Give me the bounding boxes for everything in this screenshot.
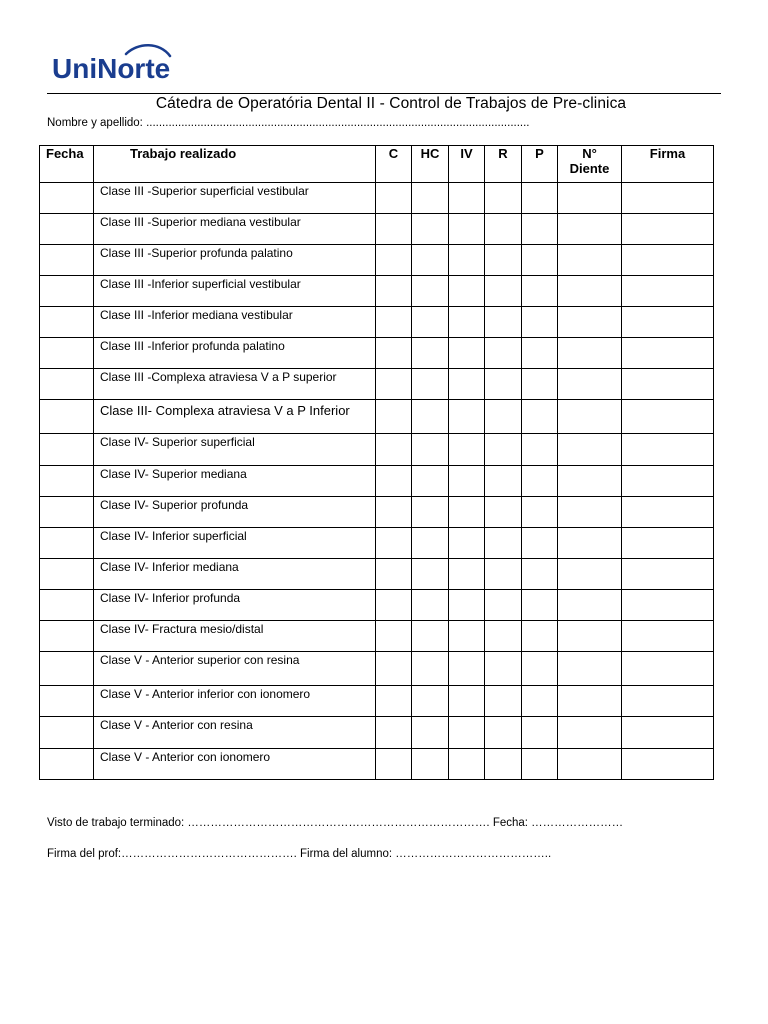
table-row [40,528,714,559]
table-body [40,183,714,780]
cell-diente[interactable] [558,183,622,214]
table-row [40,686,714,717]
cell-diente[interactable] [558,749,622,780]
cell-iv[interactable] [449,497,485,528]
cell-c[interactable] [376,466,412,497]
table-row [40,214,714,245]
cell-p[interactable] [522,652,558,686]
cell-diente[interactable] [558,400,622,434]
cell-diente[interactable] [558,652,622,686]
cell-c[interactable] [376,497,412,528]
cell-diente[interactable] [558,307,622,338]
cell-diente[interactable] [558,214,622,245]
cell-fecha[interactable] [40,434,94,466]
cell-hc[interactable] [412,749,449,780]
cell-diente[interactable] [558,434,622,466]
cell-p[interactable] [522,214,558,245]
cell-hc[interactable] [412,338,449,369]
cell-trabajo: Clase III -Inferior profunda palatino [94,338,376,369]
cell-firma[interactable] [622,652,714,686]
cell-iv[interactable] [449,307,485,338]
cell-r[interactable] [485,434,522,466]
cell-hc[interactable] [412,717,449,749]
cell-hc[interactable] [412,276,449,307]
cell-fecha[interactable] [40,338,94,369]
cell-iv[interactable] [449,559,485,590]
cell-r[interactable] [485,338,522,369]
cell-r[interactable] [485,749,522,780]
cell-c[interactable] [376,621,412,652]
cell-firma[interactable] [622,621,714,652]
cell-hc[interactable] [412,590,449,621]
cell-iv[interactable] [449,528,485,559]
cell-fecha[interactable] [40,621,94,652]
table-row [40,497,714,528]
cell-trabajo: Clase III -Complexa atraviesa V a P superior [94,369,376,400]
cell-fecha[interactable] [40,652,94,686]
cell-p[interactable] [522,590,558,621]
cell-fecha[interactable] [40,749,94,780]
cell-c[interactable] [376,590,412,621]
cell-c[interactable] [376,276,412,307]
cell-r[interactable] [485,559,522,590]
cell-fecha[interactable] [40,717,94,749]
cell-p[interactable] [522,749,558,780]
cell-firma[interactable] [622,369,714,400]
cell-trabajo: Clase IV- Inferior profunda [94,590,376,621]
cell-diente[interactable] [558,466,622,497]
table-row [40,621,714,652]
cell-fecha[interactable] [40,245,94,276]
cell-diente[interactable] [558,559,622,590]
cell-iv[interactable] [449,183,485,214]
col-diente-line2: Diente [569,161,610,176]
col-fecha: Fecha [40,146,94,183]
cell-trabajo: Clase III -Inferior superficial vestibular [94,276,376,307]
cell-p[interactable] [522,245,558,276]
cell-p[interactable] [522,497,558,528]
cell-r[interactable] [485,686,522,717]
cell-r[interactable] [485,245,522,276]
cell-iv[interactable] [449,652,485,686]
cell-trabajo: Clase III -Superior profunda palatino [94,245,376,276]
cell-firma[interactable] [622,434,714,466]
cell-r[interactable] [485,276,522,307]
svg-text:UniNorte: UniNorte [52,53,171,82]
cell-trabajo: Clase III -Inferior mediana vestibular [94,307,376,338]
firmas-line: Firma del prof:………………………………………. Firma del alumno: ………………………………….. [47,848,552,860]
header-rule [47,93,721,94]
col-firma: Firma [622,146,714,183]
cell-hc[interactable] [412,400,449,434]
cell-iv[interactable] [449,369,485,400]
cell-c[interactable] [376,749,412,780]
page-title-text: Cátedra de Operatória Dental II - Control de Trabajos de Pre-clinica [155,95,627,112]
cell-firma[interactable] [622,466,714,497]
cell-r[interactable] [485,183,522,214]
cell-firma[interactable] [622,749,714,780]
cell-r[interactable] [485,528,522,559]
cell-p[interactable] [522,183,558,214]
cell-c[interactable] [376,369,412,400]
cell-hc[interactable] [412,559,449,590]
cell-fecha[interactable] [40,497,94,528]
cell-firma[interactable] [622,559,714,590]
cell-firma[interactable] [622,528,714,559]
cell-r[interactable] [485,497,522,528]
cell-fecha[interactable] [40,559,94,590]
cell-diente[interactable] [558,717,622,749]
cell-diente[interactable] [558,686,622,717]
table-row [40,559,714,590]
cell-p[interactable] [522,466,558,497]
cell-r[interactable] [485,400,522,434]
col-hc: HC [412,146,449,183]
cell-p[interactable] [522,338,558,369]
cell-diente[interactable] [558,528,622,559]
cell-trabajo: Clase III -Superior mediana vestibular [94,214,376,245]
cell-r[interactable] [485,621,522,652]
cell-fecha[interactable] [40,400,94,434]
cell-iv[interactable] [449,621,485,652]
cell-r[interactable] [485,717,522,749]
col-p: P [522,146,558,183]
cell-iv[interactable] [449,338,485,369]
cell-r[interactable] [485,466,522,497]
cell-iv[interactable] [449,434,485,466]
cell-p[interactable] [522,717,558,749]
cell-trabajo: Clase V - Anterior con resina [94,717,376,749]
cell-c[interactable] [376,307,412,338]
cell-trabajo: Clase V - Anterior con ionomero [94,749,376,780]
cell-diente[interactable] [558,497,622,528]
cell-fecha[interactable] [40,307,94,338]
cell-r[interactable] [485,369,522,400]
cell-p[interactable] [522,369,558,400]
cell-hc[interactable] [412,307,449,338]
cell-trabajo: Clase V - Anterior superior con resina [94,652,376,686]
cell-firma[interactable] [622,307,714,338]
cell-trabajo: Clase III -Superior superficial vestibular [94,183,376,214]
cell-fecha[interactable] [40,528,94,559]
work-control-table [39,145,714,780]
cell-r[interactable] [485,214,522,245]
table-row [40,276,714,307]
cell-iv[interactable] [449,717,485,749]
cell-hc[interactable] [412,466,449,497]
col-iv: IV [449,146,485,183]
cell-p[interactable] [522,276,558,307]
cell-iv[interactable] [449,590,485,621]
cell-trabajo: Clase IV- Superior mediana [94,466,376,497]
cell-iv[interactable] [449,466,485,497]
cell-trabajo: Clase IV- Superior profunda [94,497,376,528]
cell-diente[interactable] [558,590,622,621]
cell-c[interactable] [376,686,412,717]
col-trabajo: Trabajo realizado [94,146,376,183]
table-row [40,369,714,400]
cell-firma[interactable] [622,214,714,245]
cell-trabajo: Clase V - Anterior inferior con ionomero [94,686,376,717]
cell-firma[interactable] [622,686,714,717]
cell-r[interactable] [485,652,522,686]
cell-firma[interactable] [622,590,714,621]
cell-fecha[interactable] [40,183,94,214]
cell-iv[interactable] [449,400,485,434]
cell-firma[interactable] [622,717,714,749]
cell-iv[interactable] [449,276,485,307]
cell-trabajo: Clase IV- Inferior mediana [94,559,376,590]
cell-diente[interactable] [558,621,622,652]
table-row [40,434,714,466]
cell-p[interactable] [522,528,558,559]
table-row [40,245,714,276]
table-row [40,652,714,686]
col-diente-line1: N° [582,146,597,161]
cell-firma[interactable] [622,183,714,214]
cell-c[interactable] [376,245,412,276]
page-title [0,95,768,113]
cell-p[interactable] [522,400,558,434]
cell-c[interactable] [376,400,412,434]
cell-iv[interactable] [449,245,485,276]
cell-c[interactable] [376,652,412,686]
cell-c[interactable] [376,528,412,559]
cell-trabajo: Clase IV- Inferior superficial [94,528,376,559]
cell-c[interactable] [376,183,412,214]
uninorte-logo-mark [52,42,192,82]
cell-c[interactable] [376,214,412,245]
cell-iv[interactable] [449,686,485,717]
col-diente [558,146,622,183]
cell-p[interactable] [522,434,558,466]
table-row [40,717,714,749]
cell-diente[interactable] [558,369,622,400]
cell-trabajo: Clase IV- Fractura mesio/distal [94,621,376,652]
cell-iv[interactable] [449,749,485,780]
cell-hc[interactable] [412,245,449,276]
cell-hc[interactable] [412,369,449,400]
cell-p[interactable] [522,559,558,590]
cell-hc[interactable] [412,497,449,528]
cell-hc[interactable] [412,652,449,686]
cell-p[interactable] [522,307,558,338]
cell-trabajo: Clase III- Complexa atraviesa V a P Inferior [94,400,376,434]
cell-firma[interactable] [622,497,714,528]
cell-c[interactable] [376,717,412,749]
table-row [40,400,714,434]
uninorte-logo [52,42,192,82]
cell-fecha[interactable] [40,466,94,497]
cell-p[interactable] [522,686,558,717]
cell-r[interactable] [485,590,522,621]
cell-fecha[interactable] [40,590,94,621]
table-row [40,590,714,621]
cell-hc[interactable] [412,214,449,245]
table-row [40,466,714,497]
cell-diente[interactable] [558,245,622,276]
cell-fecha[interactable] [40,369,94,400]
table-row [40,307,714,338]
cell-p[interactable] [522,621,558,652]
cell-hc[interactable] [412,183,449,214]
cell-firma[interactable] [622,276,714,307]
cell-c[interactable] [376,338,412,369]
cell-c[interactable] [376,434,412,466]
student-name-field: Nombre y apellido: ........................................................................................................................ [47,117,530,129]
table-row [40,749,714,780]
table-row [40,183,714,214]
col-c: C [376,146,412,183]
cell-iv[interactable] [449,214,485,245]
cell-hc[interactable] [412,434,449,466]
cell-fecha[interactable] [40,276,94,307]
cell-firma[interactable] [622,245,714,276]
visto-line: Visto de trabajo terminado: ……………………………………………………………………. Fecha: …………………… [47,817,624,829]
cell-fecha[interactable] [40,214,94,245]
cell-fecha[interactable] [40,686,94,717]
cell-hc[interactable] [412,686,449,717]
cell-c[interactable] [376,559,412,590]
table-row [40,338,714,369]
cell-firma[interactable] [622,338,714,369]
cell-firma[interactable] [622,400,714,434]
cell-trabajo: Clase IV- Superior superficial [94,434,376,466]
table-header-row [40,146,714,183]
cell-hc[interactable] [412,528,449,559]
cell-diente[interactable] [558,276,622,307]
cell-r[interactable] [485,307,522,338]
col-r: R [485,146,522,183]
cell-diente[interactable] [558,338,622,369]
cell-hc[interactable] [412,621,449,652]
